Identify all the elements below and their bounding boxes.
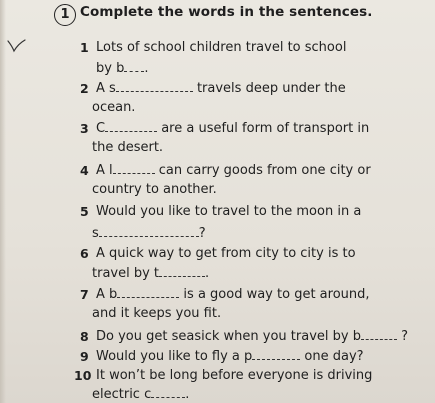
answer-blank[interactable] xyxy=(117,287,179,298)
item-number: 10 xyxy=(74,368,92,383)
answer-blank[interactable] xyxy=(105,121,157,132)
answer-blank[interactable] xyxy=(116,81,193,92)
answer-blank[interactable] xyxy=(151,387,185,398)
answer-blank[interactable] xyxy=(159,266,205,277)
item-number: 7 xyxy=(80,287,89,302)
sentence-line: country to another. xyxy=(92,182,217,197)
sentence-line: travel by t . xyxy=(92,266,210,281)
sentence-line: by b . xyxy=(96,61,149,76)
sentence-line: and it keeps you fit. xyxy=(92,306,222,321)
answer-blank[interactable] xyxy=(361,329,397,340)
sentence-line: Do you get seasick when you travel by b ? xyxy=(96,329,409,344)
item-number: 5 xyxy=(80,204,89,219)
answer-blank[interactable] xyxy=(252,349,300,360)
sentence-line: electric c . xyxy=(92,387,190,402)
sentence-line: Would you like to travel to the moon in a xyxy=(96,204,362,219)
answer-blank[interactable] xyxy=(124,61,144,72)
sentence-line: ocean. xyxy=(92,100,136,115)
sentence-line: s ? xyxy=(92,226,206,241)
item-number: 9 xyxy=(80,349,89,364)
item-number: 2 xyxy=(80,81,89,96)
sentence-line: C are a useful form of transport in xyxy=(96,121,370,136)
answer-blank[interactable] xyxy=(113,163,155,174)
exercise-title: Complete the words in the sentences. xyxy=(80,4,373,20)
item-number: 8 xyxy=(80,329,89,344)
page-edge-shadow xyxy=(0,0,6,403)
sentence-line: the desert. xyxy=(92,140,164,155)
item-number: 4 xyxy=(80,163,89,178)
sentence-line: Would you like to fly a p one day? xyxy=(96,349,364,364)
answer-blank[interactable] xyxy=(99,226,199,237)
item-number: 3 xyxy=(80,121,89,136)
exercise-number: 1 xyxy=(54,4,76,26)
item-number: 6 xyxy=(80,246,89,261)
sentence-line: A quick way to get from city to city is to xyxy=(96,246,356,261)
check-mark-icon xyxy=(6,38,26,54)
item-number: 1 xyxy=(80,40,89,55)
sentence-line: A l can carry goods from one city or xyxy=(96,163,371,178)
sentence-line: It won’t be long before everyone is driving xyxy=(96,368,373,383)
sentence-line: Lots of school children travel to school xyxy=(96,40,347,55)
sentence-line: A b is a good way to get around, xyxy=(96,287,370,302)
sentence-line: A s travels deep under the xyxy=(96,81,346,96)
